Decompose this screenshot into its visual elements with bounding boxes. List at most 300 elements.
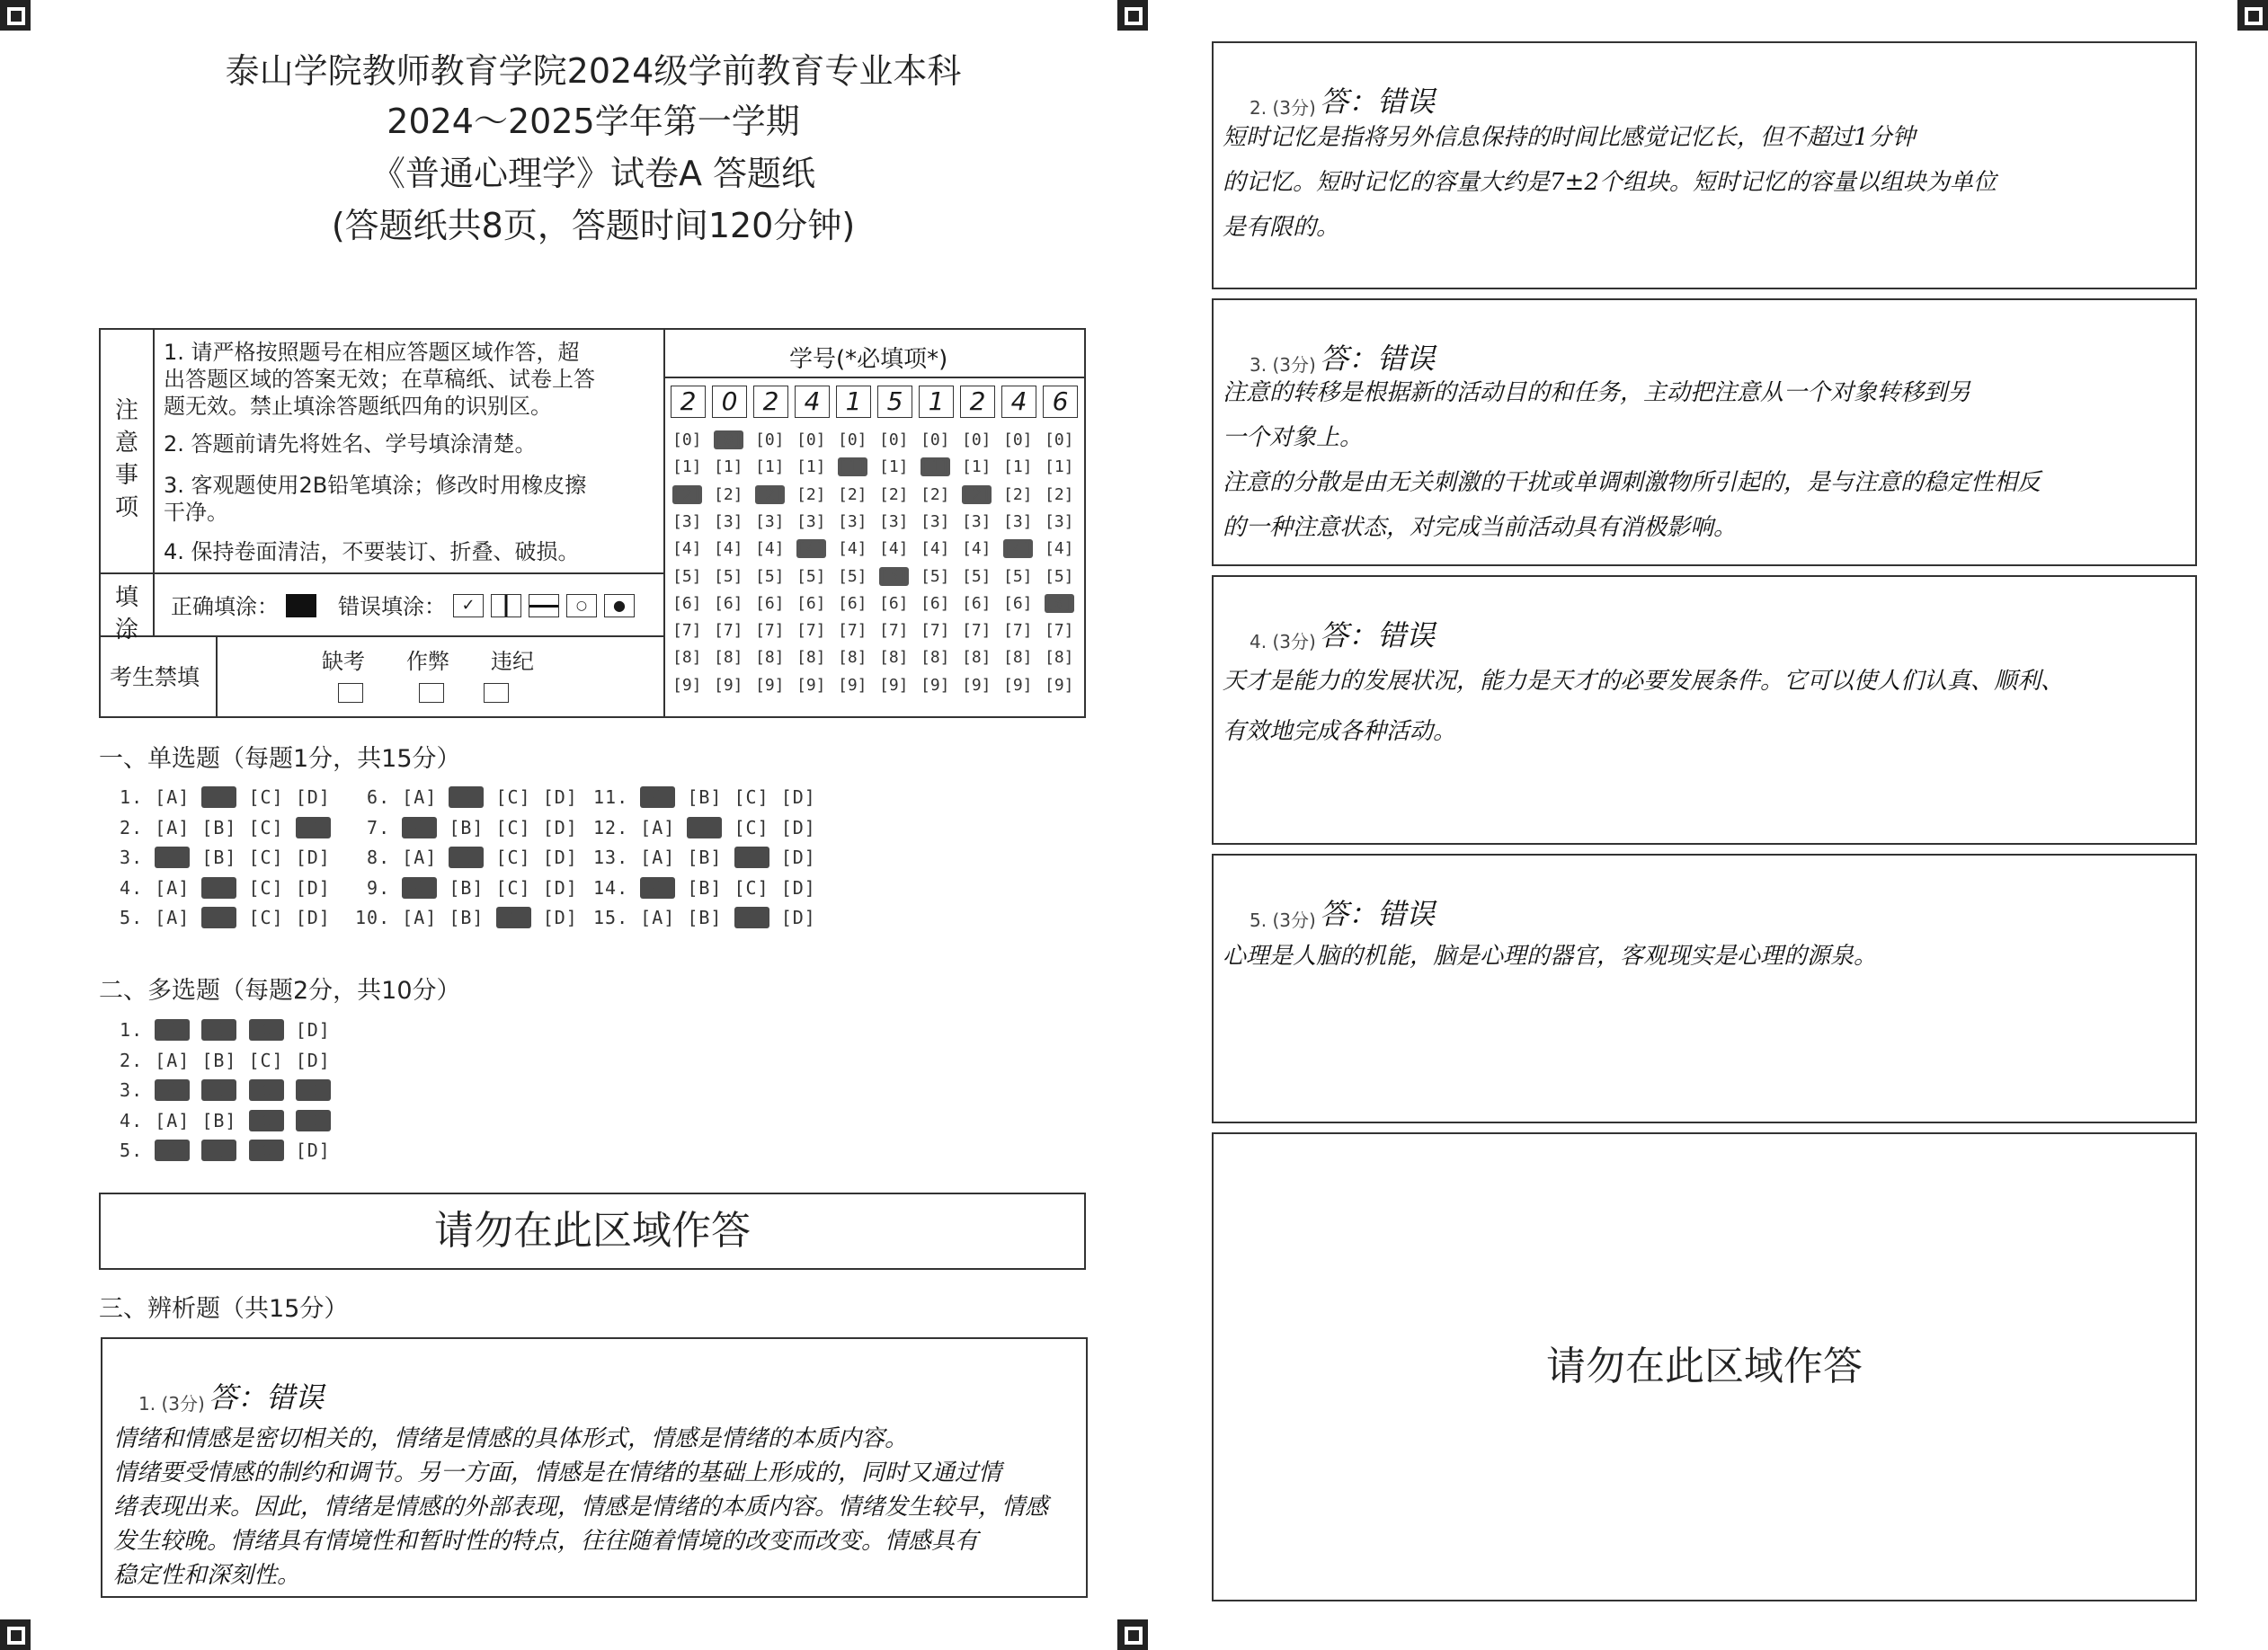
header-line-2: 2024～2025学年第一学期	[387, 102, 800, 141]
student-id-bubble[interactable]: [7]	[1003, 621, 1033, 641]
student-id-bubble[interactable]: [0]	[879, 430, 909, 449]
student-id-bubble[interactable]: [9]	[714, 675, 743, 695]
choice-option-a[interactable]: [A]	[402, 786, 438, 808]
cheat-checkbox[interactable]	[419, 683, 444, 703]
wrong-fill-dot-icon: ●	[604, 594, 635, 617]
choice-option-d[interactable]: [D]	[780, 786, 816, 808]
choice-row[interactable]	[108, 1079, 331, 1101]
choice-row[interactable]	[355, 817, 578, 838]
student-id-bubble[interactable]: [3]	[796, 511, 826, 531]
student-id-bubble[interactable]: [0]	[962, 430, 992, 449]
student-id-bubble[interactable]: [4]	[796, 539, 826, 559]
choice-option-b[interactable]: [B]	[687, 847, 723, 868]
student-id-digit: 1	[919, 386, 954, 418]
q3-answer-head: 答：错误	[1320, 342, 1436, 376]
choice-row[interactable]	[355, 786, 578, 808]
student-id-bubble[interactable]: [7]	[672, 621, 702, 641]
student-id-bubble[interactable]: [6]	[879, 593, 909, 613]
student-id-bubble[interactable]: [1]	[879, 457, 909, 477]
choice-option-b[interactable]: [B]	[449, 847, 485, 868]
choice-option-a[interactable]: [A]	[155, 1079, 191, 1101]
student-id-bubble[interactable]: [1]	[672, 457, 702, 477]
choice-option-b[interactable]: [B]	[201, 847, 237, 868]
handwritten-line: 的一种注意状态，对完成当前活动具有消极影响。	[1223, 514, 1738, 541]
choice-option-d[interactable]: [D]	[542, 847, 578, 868]
student-id-bubble[interactable]: [4]	[714, 539, 743, 559]
student-id-bubble[interactable]: [5]	[714, 566, 743, 586]
student-id-digit: 2	[753, 386, 788, 418]
q5-answer-head: 答：错误	[1320, 897, 1436, 931]
choice-option-d[interactable]: [D]	[542, 786, 578, 808]
student-id-bubble[interactable]: [7]	[1045, 621, 1074, 641]
handwritten-line: 情绪和情感是密切相关的，情绪是情感的具体形式，情感是情绪的本质内容。	[113, 1425, 909, 1452]
section1-title: 一、单选题（每题1分，共15分）	[99, 745, 461, 773]
wrong-fill-label: 错误填涂：	[338, 594, 446, 619]
student-id-digit: 4	[795, 386, 830, 418]
choice-number: 2.	[108, 1049, 156, 1071]
wrong-fill-circle-icon: ○	[566, 594, 597, 617]
choice-row[interactable]	[108, 877, 331, 899]
choice-number: 9.	[355, 876, 403, 899]
choice-option-d[interactable]: [D]	[295, 1049, 331, 1071]
choice-option-d[interactable]: [D]	[542, 816, 578, 838]
student-id-bubble[interactable]: [1]	[838, 457, 867, 477]
q4-answer-head: 答：错误	[1320, 618, 1436, 652]
student-id-bubble[interactable]: [3]	[714, 511, 743, 531]
student-id-bubble[interactable]: [2]	[838, 484, 867, 504]
q5-number: 5. (3分)	[1250, 909, 1316, 931]
section3-title: 三、辨析题（共15分）	[99, 1295, 349, 1323]
q3-number: 3. (3分)	[1250, 354, 1316, 376]
choice-option-b[interactable]: [B]	[201, 1049, 237, 1071]
choice-row[interactable]	[108, 786, 331, 808]
choice-number: 3.	[108, 1079, 156, 1101]
student-id-bubble[interactable]: [7]	[962, 621, 992, 641]
choice-row[interactable]	[108, 907, 331, 928]
choice-option-b[interactable]: [B]	[201, 876, 237, 899]
choice-option-b[interactable]: [B]	[687, 816, 723, 838]
rule-2: 2. 答题前请先将姓名、学号填涂清楚。	[164, 431, 537, 457]
choice-option-c[interactable]: [C]	[248, 847, 284, 868]
choice-row[interactable]	[108, 1050, 331, 1071]
choice-number: 5.	[108, 907, 156, 928]
corner-mark-bottom-left	[0, 1619, 31, 1650]
handwritten-line: 有效地完成各种活动。	[1223, 718, 1457, 745]
handwritten-line: 心理是人脑的机能，脑是心理的器官，客观现实是心理的源泉。	[1223, 943, 1878, 970]
handwritten-line: 稳定性和深刻性。	[113, 1562, 301, 1589]
choice-row[interactable]	[593, 817, 816, 838]
student-id-bubble[interactable]: [8]	[1003, 648, 1033, 668]
violation-label: 违纪	[491, 649, 534, 674]
choice-option-c[interactable]: [C]	[734, 816, 769, 838]
student-id-bubble[interactable]: [8]	[796, 648, 826, 668]
choice-number: 3.	[108, 847, 156, 868]
choice-number: 13.	[593, 847, 641, 868]
choice-option-c[interactable]: [C]	[248, 1140, 284, 1161]
choice-row[interactable]	[355, 877, 578, 899]
choice-option-a[interactable]: [A]	[640, 907, 676, 928]
rule-1a: 1. 请严格按照题号在相应答题区域作答，超	[164, 340, 580, 365]
student-id-bubble[interactable]: [6]	[962, 593, 992, 613]
student-id-bubble[interactable]: [0]	[755, 430, 785, 449]
handwritten-line: 发生较晚。情绪具有情境性和暂时性的特点，往往随着情境的改变而改变。情感具有	[113, 1528, 979, 1555]
choice-row[interactable]	[108, 847, 331, 868]
student-id-bubble[interactable]: [3]	[1045, 511, 1074, 531]
choice-option-c[interactable]: [C]	[248, 876, 284, 899]
wrong-fill-half-icon	[491, 594, 521, 617]
choice-row[interactable]	[593, 847, 816, 868]
q2-answer-panel[interactable]	[1212, 41, 2197, 289]
choice-row[interactable]	[355, 907, 578, 928]
handwritten-line: 注意的分散是由无关刺激的干扰或单调刺激物所引起的，是与注意的稳定性相反	[1223, 469, 2041, 496]
choice-row[interactable]	[108, 1140, 331, 1161]
choice-option-a[interactable]: [A]	[640, 816, 676, 838]
q1-answer-panel[interactable]	[101, 1337, 1088, 1598]
student-id-bubble[interactable]: [2]	[879, 484, 909, 504]
choice-option-d[interactable]: [D]	[295, 786, 331, 808]
choice-option-a[interactable]: [A]	[155, 876, 191, 899]
student-id-bubble[interactable]: [2]	[714, 484, 743, 504]
student-id-bubble[interactable]: [8]	[838, 648, 867, 668]
student-id-bubble[interactable]: [1]	[755, 457, 785, 477]
student-id-bubble[interactable]: [3]	[879, 511, 909, 531]
q4-answer-panel[interactable]	[1212, 575, 2197, 845]
student-id-bubble[interactable]: [9]	[672, 675, 702, 695]
choice-number: 8.	[355, 847, 403, 868]
choice-option-c[interactable]: [C]	[495, 876, 531, 899]
student-id-bubble[interactable]: [3]	[672, 511, 702, 531]
choice-option-c[interactable]: [C]	[495, 816, 531, 838]
student-id-bubble[interactable]: [8]	[714, 648, 743, 668]
student-id-bubble[interactable]: [4]	[1003, 539, 1033, 559]
choice-number: 11.	[593, 786, 641, 808]
student-id-bubble[interactable]: [3]	[755, 511, 785, 531]
choice-option-c[interactable]: [C]	[734, 847, 769, 868]
student-id-bubble[interactable]: [1]	[1045, 457, 1074, 477]
choice-number: 15.	[593, 907, 641, 928]
student-id-bubble[interactable]: [6]	[714, 593, 743, 613]
choice-row[interactable]	[355, 847, 578, 868]
forbidden-label: 考生禁填	[110, 664, 200, 690]
student-id-bubble[interactable]: [0]	[714, 430, 743, 449]
student-id-bubble[interactable]: [8]	[962, 648, 992, 668]
choice-row[interactable]	[593, 786, 816, 808]
handwritten-line: 是有限的。	[1223, 214, 1340, 241]
header-line-3: 《普通心理学》试卷A 答题纸	[370, 154, 816, 193]
student-id-bubble[interactable]: [4]	[1045, 539, 1074, 559]
student-id-bubble[interactable]: [0]	[796, 430, 826, 449]
choice-option-a[interactable]: [A]	[155, 1140, 191, 1161]
student-id-bubble[interactable]: [4]	[879, 539, 909, 559]
student-id-bubble[interactable]: [3]	[962, 511, 992, 531]
choice-row[interactable]	[108, 817, 331, 838]
student-id-bubble[interactable]: [7]	[921, 621, 950, 641]
choice-option-a[interactable]: [A]	[155, 816, 191, 838]
student-id-bubble[interactable]: [4]	[838, 539, 867, 559]
choice-option-b[interactable]: [B]	[201, 1109, 237, 1131]
choice-option-a[interactable]: [A]	[402, 907, 438, 928]
student-id-bubble[interactable]: [1]	[1003, 457, 1033, 477]
student-id-bubble[interactable]: [8]	[879, 648, 909, 668]
student-id-bubble[interactable]: [4]	[755, 539, 785, 559]
student-id-bubble[interactable]: [5]	[672, 566, 702, 586]
rule-3b: 干净。	[164, 500, 228, 525]
choice-option-b[interactable]: [B]	[201, 1140, 237, 1161]
student-id-bubble[interactable]: [0]	[672, 430, 702, 449]
choice-option-b[interactable]: [B]	[449, 816, 485, 838]
q2-answer-head: 答：错误	[1320, 84, 1436, 119]
choice-option-b[interactable]: [B]	[201, 907, 237, 928]
choice-option-a[interactable]: [A]	[640, 847, 676, 868]
q2-number: 2. (3分)	[1250, 97, 1316, 119]
choice-option-d[interactable]: [D]	[542, 907, 578, 928]
student-id-bubble[interactable]: [5]	[755, 566, 785, 586]
choice-option-a[interactable]: [A]	[155, 1019, 191, 1041]
choice-option-a[interactable]: [A]	[402, 816, 438, 838]
student-id-bubble[interactable]: [2]	[1003, 484, 1033, 504]
student-id-bubble[interactable]: [1]	[796, 457, 826, 477]
choice-option-c[interactable]: [C]	[248, 1049, 284, 1071]
student-id-bubble[interactable]: [9]	[796, 675, 826, 695]
handwritten-line: 天才是能力的发展状况，能力是天才的必要发展条件。它可以使人们认真、顺利、	[1223, 668, 2065, 695]
choice-option-b[interactable]: [B]	[201, 1079, 237, 1101]
choice-option-c[interactable]: [C]	[734, 907, 769, 928]
choice-option-c[interactable]: [C]	[495, 907, 531, 928]
fill-label: 填涂	[114, 584, 138, 643]
corner-mark-bottom-middle	[1117, 1619, 1148, 1650]
q1-number: 1. (3分)	[138, 1393, 205, 1415]
student-id-digit: 1	[836, 386, 871, 418]
choice-option-c[interactable]: [C]	[248, 1109, 284, 1131]
student-id-bubble[interactable]: [0]	[1045, 430, 1074, 449]
choice-option-b[interactable]: [B]	[201, 1019, 237, 1041]
student-id-digit: 4	[1001, 386, 1036, 418]
choice-option-c[interactable]: [C]	[248, 1019, 284, 1041]
student-id-bubble[interactable]: [4]	[672, 539, 702, 559]
student-id-bubble[interactable]: [2]	[921, 484, 950, 504]
student-id-bubble[interactable]: [8]	[755, 648, 785, 668]
student-id-bubble[interactable]: [1]	[921, 457, 950, 477]
student-id-bubble[interactable]: [6]	[921, 593, 950, 613]
student-id-bubble[interactable]: [7]	[879, 621, 909, 641]
student-id-bubble[interactable]: [8]	[1045, 648, 1074, 668]
choice-row[interactable]	[593, 877, 816, 899]
header-line-4: (答题纸共8页，答题时间120分钟)	[331, 206, 856, 245]
student-id-bubble[interactable]: [8]	[921, 648, 950, 668]
choice-number: 12.	[593, 816, 641, 838]
choice-row[interactable]	[593, 907, 816, 928]
student-id-bubble[interactable]: [9]	[962, 675, 992, 695]
student-id-bubble[interactable]: [5]	[962, 566, 992, 586]
corner-mark-top-middle	[1117, 0, 1148, 31]
choice-option-d[interactable]: [D]	[780, 816, 816, 838]
choice-option-d[interactable]: [D]	[295, 1019, 331, 1041]
choice-number: 4.	[108, 1109, 156, 1131]
student-id-bubble[interactable]: [2]	[962, 484, 992, 504]
choice-number: 6.	[355, 786, 403, 808]
student-id-bubble[interactable]: [5]	[838, 566, 867, 586]
choice-option-a[interactable]: [A]	[402, 847, 438, 868]
header-line-1: 泰山学院教师教育学院2024级学前教育专业本科	[225, 51, 962, 91]
no-answer-zone-left: 请勿在此区域作答	[99, 1193, 1086, 1270]
student-id-bubble[interactable]: [5]	[879, 566, 909, 586]
no-answer-zone-right: 请勿在此区域作答	[1212, 1132, 2197, 1601]
q5-answer-panel[interactable]	[1212, 854, 2197, 1123]
rule-4: 4. 保持卷面清洁，不要装订、折叠、破损。	[164, 539, 580, 564]
student-id-bubble[interactable]: [5]	[921, 566, 950, 586]
choice-option-d[interactable]: [D]	[295, 876, 331, 899]
student-id-bubble[interactable]: [5]	[1003, 566, 1033, 586]
choice-row[interactable]	[108, 1110, 331, 1131]
choice-row[interactable]	[108, 1019, 331, 1041]
student-id-bubble[interactable]: [9]	[921, 675, 950, 695]
choice-option-d[interactable]: [D]	[780, 847, 816, 868]
student-id-bubble[interactable]: [2]	[755, 484, 785, 504]
choice-option-a[interactable]: [A]	[640, 876, 676, 899]
choice-option-b[interactable]: [B]	[449, 786, 485, 808]
q3-answer-panel[interactable]	[1212, 298, 2197, 566]
student-id-digit: 0	[712, 386, 747, 418]
student-id-bubble[interactable]: [3]	[838, 511, 867, 531]
handwritten-line: 的记忆。短时记忆的容量大约是7±2个组块。短时记忆的容量以组块为单位	[1223, 169, 1997, 196]
student-id-bubble[interactable]: [0]	[838, 430, 867, 449]
choice-option-b[interactable]: [B]	[687, 786, 723, 808]
student-id-bubble[interactable]: [2]	[672, 484, 702, 504]
student-id-bubble[interactable]: [4]	[921, 539, 950, 559]
cheat-label: 作弊	[406, 649, 449, 674]
choice-number: 14.	[593, 876, 641, 899]
student-id-bubble[interactable]: [7]	[838, 621, 867, 641]
choice-number: 2.	[108, 816, 156, 838]
handwritten-line: 注意的转移是根据新的活动目的和任务，主动把注意从一个对象转移到另	[1223, 379, 1971, 406]
wrong-fill-check-icon: ✓	[453, 594, 484, 617]
choice-option-a[interactable]: [A]	[155, 1049, 191, 1071]
choice-option-b[interactable]: [B]	[687, 907, 723, 928]
absent-checkbox[interactable]	[338, 683, 363, 703]
choice-option-a[interactable]: [A]	[155, 907, 191, 928]
choice-option-a[interactable]: [A]	[640, 786, 676, 808]
student-id-bubble[interactable]: [5]	[1045, 566, 1074, 586]
student-id-bubble[interactable]: [1]	[962, 457, 992, 477]
student-id-bubble[interactable]: [7]	[755, 621, 785, 641]
rule-1c: 题无效。禁止填涂答题纸四角的识别区。	[164, 394, 552, 419]
student-id-bubble[interactable]: [9]	[1045, 675, 1074, 695]
student-id-bubble[interactable]: [9]	[1003, 675, 1033, 695]
choice-option-d[interactable]: [D]	[542, 876, 578, 899]
student-id-title: 学号(*必填项*)	[789, 346, 948, 373]
student-id-digit: 2	[671, 386, 706, 418]
corner-mark-top-right	[2237, 0, 2268, 31]
choice-option-a[interactable]: [A]	[155, 847, 191, 868]
student-id-bubble[interactable]: [9]	[838, 675, 867, 695]
choice-option-d[interactable]: [D]	[780, 876, 816, 899]
choice-number: 1.	[108, 1019, 156, 1041]
student-id-bubble[interactable]: [6]	[672, 593, 702, 613]
wrong-fill-dash-icon	[529, 594, 559, 617]
handwritten-line: 短时记忆是指将另外信息保持的时间比感觉记忆长，但不超过1分钟	[1223, 124, 1916, 151]
student-id-digit: 5	[877, 386, 912, 418]
student-id-bubble[interactable]: [7]	[714, 621, 743, 641]
student-id-bubble[interactable]: [6]	[796, 593, 826, 613]
student-id-bubble[interactable]: [6]	[838, 593, 867, 613]
rule-3a: 3. 客观题使用2B铅笔填涂；修改时用橡皮擦	[164, 473, 587, 498]
student-id-bubble[interactable]: [0]	[1003, 430, 1033, 449]
student-id-digit: 6	[1043, 386, 1078, 418]
choice-option-b[interactable]: [B]	[449, 876, 485, 899]
student-id-bubble[interactable]: [3]	[921, 511, 950, 531]
correct-fill-label: 正确填涂：	[171, 594, 279, 619]
correct-fill-sample	[286, 594, 316, 617]
choice-option-c[interactable]: [C]	[734, 786, 769, 808]
choice-option-d[interactable]: [D]	[295, 1079, 331, 1101]
q1-answer-head: 答：错误	[209, 1380, 325, 1415]
choice-option-c[interactable]: [C]	[495, 847, 531, 868]
choice-option-d[interactable]: [D]	[295, 1109, 331, 1131]
choice-number: 1.	[108, 786, 156, 808]
notice-table	[99, 328, 1086, 718]
choice-option-b[interactable]: [B]	[201, 816, 237, 838]
student-id-bubble[interactable]: [4]	[962, 539, 992, 559]
handwritten-line: 情绪要受情感的制约和调节。另一方面，情感是在情绪的基础上形成的，同时又通过情	[113, 1459, 1002, 1486]
student-id-bubble[interactable]: [2]	[796, 484, 826, 504]
handwritten-line: 一个对象上。	[1223, 424, 1364, 451]
student-id-bubble[interactable]: [9]	[755, 675, 785, 695]
choice-number: 10.	[355, 907, 403, 928]
choice-option-b[interactable]: [B]	[449, 907, 485, 928]
student-id-digit: 2	[960, 386, 995, 418]
student-id-bubble[interactable]: [7]	[796, 621, 826, 641]
handwritten-line: 绪表现出来。因此，情绪是情感的外部表现，情感是情绪的本质内容。情绪发生较早，情感	[113, 1494, 1049, 1521]
choice-option-c[interactable]: [C]	[248, 1079, 284, 1101]
choice-option-c[interactable]: [C]	[734, 876, 769, 899]
section2-title: 二、多选题（每题2分，共10分）	[99, 977, 461, 1005]
q4-number: 4. (3分)	[1250, 631, 1316, 652]
absent-label: 缺考	[322, 649, 365, 674]
choice-option-c[interactable]: [C]	[248, 816, 284, 838]
choice-number: 5.	[108, 1140, 156, 1161]
choice-option-c[interactable]: [C]	[495, 786, 531, 808]
corner-mark-top-left	[0, 0, 31, 31]
student-id-bubble[interactable]: [6]	[755, 593, 785, 613]
student-id-bubble[interactable]: [6]	[1003, 593, 1033, 613]
student-id-bubble[interactable]: [9]	[879, 675, 909, 695]
notice-label: 注意事项	[114, 397, 138, 521]
choice-option-c[interactable]: [C]	[248, 907, 284, 928]
choice-option-a[interactable]: [A]	[402, 876, 438, 899]
choice-option-b[interactable]: [B]	[201, 786, 237, 808]
student-id-bubble[interactable]: [3]	[1003, 511, 1033, 531]
choice-number: 7.	[355, 816, 403, 838]
choice-option-c[interactable]: [C]	[248, 786, 284, 808]
student-id-bubble[interactable]: [8]	[672, 648, 702, 668]
choice-option-a[interactable]: [A]	[155, 786, 191, 808]
student-id-bubble[interactable]: [0]	[921, 430, 950, 449]
choice-option-a[interactable]: [A]	[155, 1109, 191, 1131]
violation-checkbox[interactable]	[484, 683, 509, 703]
choice-option-b[interactable]: [B]	[687, 876, 723, 899]
choice-option-d[interactable]: [D]	[295, 907, 331, 928]
choice-option-d[interactable]: [D]	[295, 1140, 331, 1161]
choice-option-d[interactable]: [D]	[780, 907, 816, 928]
student-id-bubble[interactable]: [2]	[1045, 484, 1074, 504]
choice-option-d[interactable]: [D]	[295, 847, 331, 868]
choice-number: 4.	[108, 876, 156, 899]
student-id-bubble[interactable]: [1]	[714, 457, 743, 477]
rule-1b: 出答题区域的答案无效；在草稿纸、试卷上答	[164, 367, 595, 392]
student-id-bubble[interactable]: [6]	[1045, 593, 1074, 613]
student-id-bubble[interactable]: [5]	[796, 566, 826, 586]
choice-option-d[interactable]: [D]	[295, 816, 331, 838]
